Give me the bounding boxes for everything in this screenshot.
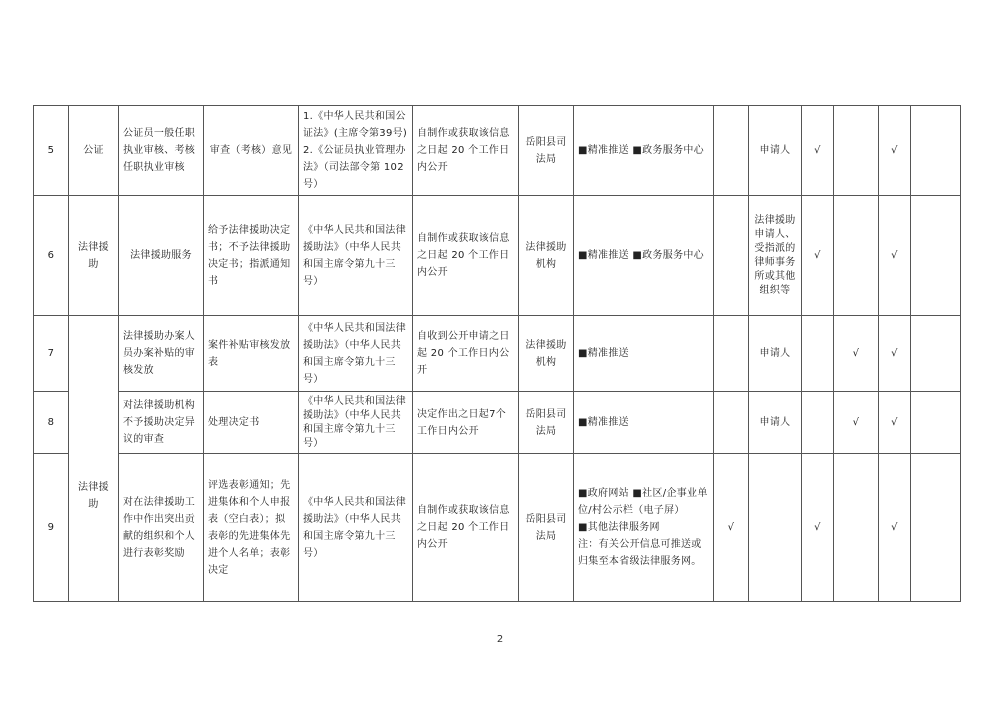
item-cell: 法律援助服务 xyxy=(119,196,204,316)
mark-cell xyxy=(911,196,961,316)
basis-cell: 《中华人民共和国法律援助法》（中华人民共和国主席令第九十三号） xyxy=(299,392,413,454)
mark-cell: √ xyxy=(834,316,879,392)
page-number: 2 xyxy=(496,634,504,645)
mark-cell xyxy=(911,106,961,196)
mark-cell xyxy=(714,106,749,196)
category-cell: 法律援助 xyxy=(69,196,119,316)
mark-cell: √ xyxy=(714,454,749,602)
subject-cell: 法律援助机构 xyxy=(519,196,574,316)
mark-cell: √ xyxy=(802,454,834,602)
mark-cell xyxy=(834,196,879,316)
mark-cell: √ xyxy=(879,454,911,602)
channel-cell: ■精准推送 xyxy=(574,392,714,454)
time-cell: 自收到公开申请之日起 20 个工作日内公开 xyxy=(413,316,519,392)
row-number: 5 xyxy=(34,106,69,196)
channel-cell: ■精准推送 ■政务服务中心 xyxy=(574,106,714,196)
basis-cell: 《中华人民共和国法律援助法》（中华人民共和国主席令第九十三号） xyxy=(299,454,413,602)
row-number: 8 xyxy=(34,392,69,454)
disclosure-table xyxy=(33,105,961,602)
row-number: 9 xyxy=(34,454,69,602)
subject-cell: 岳阳县司法局 xyxy=(519,106,574,196)
time-cell: 自制作或获取该信息之日起 20 个工作日内公开 xyxy=(413,106,519,196)
mark-cell xyxy=(911,454,961,602)
category-cell: 法律援助 xyxy=(69,392,119,602)
subject-cell: 法律援助机构 xyxy=(519,316,574,392)
row-number: 7 xyxy=(34,316,69,392)
mark-cell xyxy=(714,196,749,316)
category-cell-blank xyxy=(69,316,119,392)
table-row xyxy=(34,392,961,454)
category-cell: 公证 xyxy=(69,106,119,196)
table-row xyxy=(34,316,961,392)
mark-cell: √ xyxy=(802,106,834,196)
content-cell: 审查（考核）意见 xyxy=(204,106,299,196)
time-cell: 决定作出之日起7个工作日内公开 xyxy=(413,392,519,454)
mark-cell: √ xyxy=(802,196,834,316)
mark-cell xyxy=(802,316,834,392)
mark-cell: √ xyxy=(879,316,911,392)
content-cell: 评选表彰通知；先进集体和个人申报表（空白表）；拟表彰的先进集体先进个人名单；表彰决定 xyxy=(204,454,299,602)
object-cell xyxy=(749,454,802,602)
mark-cell: √ xyxy=(879,196,911,316)
mark-cell: √ xyxy=(879,106,911,196)
item-cell: 对在法律援助工作中作出突出贡献的组织和个人进行表彰奖励 xyxy=(119,454,204,602)
content-cell: 案件补贴审核发放表 xyxy=(204,316,299,392)
mark-cell xyxy=(834,106,879,196)
item-cell: 对法律援助机构不予援助决定异议的审查 xyxy=(119,392,204,454)
channel-cell: ■精准推送 ■政务服务中心 xyxy=(574,196,714,316)
mark-cell xyxy=(911,392,961,454)
object-cell: 申请人 xyxy=(749,106,802,196)
channel-cell: ■精准推送 xyxy=(574,316,714,392)
subject-cell: 岳阳县司法局 xyxy=(519,454,574,602)
content-cell: 处理决定书 xyxy=(204,392,299,454)
item-cell: 公证员一般任职执业审核、考核任职执业审核 xyxy=(119,106,204,196)
mark-cell xyxy=(911,316,961,392)
item-cell: 法律援助办案人员办案补贴的审核发放 xyxy=(119,316,204,392)
basis-cell: 1.《中华人民共和国公证法》(主席令第39号) 2.《公证员执业管理办法》（司法部令第 102号） xyxy=(299,106,413,196)
object-cell: 申请人 xyxy=(749,392,802,454)
mark-cell xyxy=(714,392,749,454)
object-cell: 法律援助申请人、受指派的律师事务所或其他组织等 xyxy=(749,196,802,316)
mark-cell xyxy=(802,392,834,454)
time-cell: 自制作或获取该信息之日起 20 个工作日内公开 xyxy=(413,454,519,602)
table-row xyxy=(34,196,961,316)
content-cell: 给予法律援助决定书；不予法律援助决定书；指派通知书 xyxy=(204,196,299,316)
basis-cell: 《中华人民共和国法律援助法》（中华人民共和国主席令第九十三号） xyxy=(299,196,413,316)
time-cell: 自制作或获取该信息之日起 20 个工作日内公开 xyxy=(413,196,519,316)
mark-cell: √ xyxy=(834,392,879,454)
object-cell: 申请人 xyxy=(749,316,802,392)
mark-cell xyxy=(834,454,879,602)
table-row xyxy=(34,106,961,196)
mark-cell xyxy=(714,316,749,392)
basis-cell: 《中华人民共和国法律援助法》（中华人民共和国主席令第九十三号） xyxy=(299,316,413,392)
mark-cell: √ xyxy=(879,392,911,454)
table-row xyxy=(34,454,961,602)
subject-cell: 岳阳县司法局 xyxy=(519,392,574,454)
row-number: 6 xyxy=(34,196,69,316)
channel-cell: ■政府网站 ■社区/企事业单位/村公示栏（电子屏） ■其他法律服务网 注：有关公开信息可推送或归集至本省级法律服务网。 xyxy=(574,454,714,602)
